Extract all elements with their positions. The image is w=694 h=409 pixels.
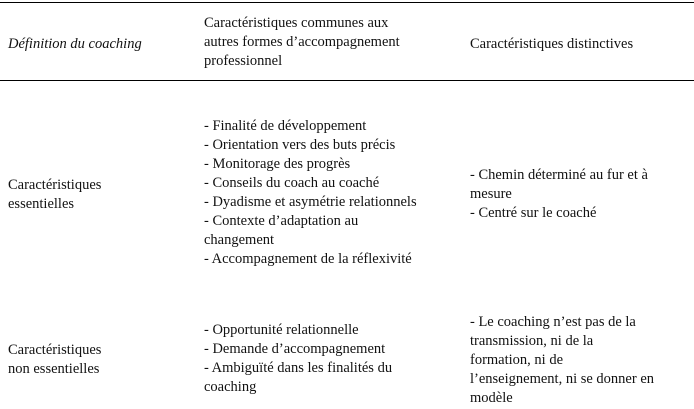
top-rule (0, 2, 694, 3)
list-item: - Opportunité relationnelle (204, 322, 359, 338)
list-item: transmission, ni de la (470, 333, 594, 349)
list-item: - Le coaching n’est pas de la (470, 314, 636, 330)
list-item: - Finalité de développement (204, 118, 367, 134)
row-nonessential-common-list (204, 321, 392, 397)
list-item: modèle (470, 390, 513, 406)
header-distinctive-characteristics: Caractéristiques distinctives (470, 36, 634, 52)
row-essential-common-list (204, 117, 417, 269)
list-item: - Chemin déterminé au fur et à (470, 167, 648, 183)
row-essential-label: Caractéristiques essentielles (8, 177, 102, 212)
row-nonessential-distinctive-list (470, 313, 654, 408)
list-item: formation, ni de (470, 352, 564, 368)
list-item: - Accompagnement de la réflexivité (204, 251, 412, 267)
list-item: - Conseils du coach au coaché (204, 175, 380, 191)
list-item: - Contexte d’adaptation au (204, 213, 359, 229)
list-item: mesure (470, 186, 512, 202)
list-item: - Orientation vers des buts précis (204, 137, 396, 153)
list-item: - Ambiguïté dans les finalités du (204, 360, 393, 376)
list-item: - Demande d’accompagnement (204, 341, 386, 357)
list-item: - Monitorage des progrès (204, 156, 351, 172)
list-item: coaching (204, 379, 257, 395)
header-definition: Définition du coaching (8, 36, 142, 52)
list-item: - Centré sur le coaché (470, 205, 597, 221)
header-rule (0, 80, 694, 81)
list-item: changement (204, 232, 275, 248)
list-item: - Dyadisme et asymétrie relationnels (204, 194, 417, 210)
row-nonessential-label: Caractéristiques non essentielles (8, 342, 102, 377)
list-item: l’enseignement, ni se donner en (470, 371, 655, 387)
header-common-characteristics: Caractéristiques communes aux autres formes d’accompagnement professionnel (204, 15, 400, 69)
row-essential-distinctive-list (470, 166, 648, 223)
